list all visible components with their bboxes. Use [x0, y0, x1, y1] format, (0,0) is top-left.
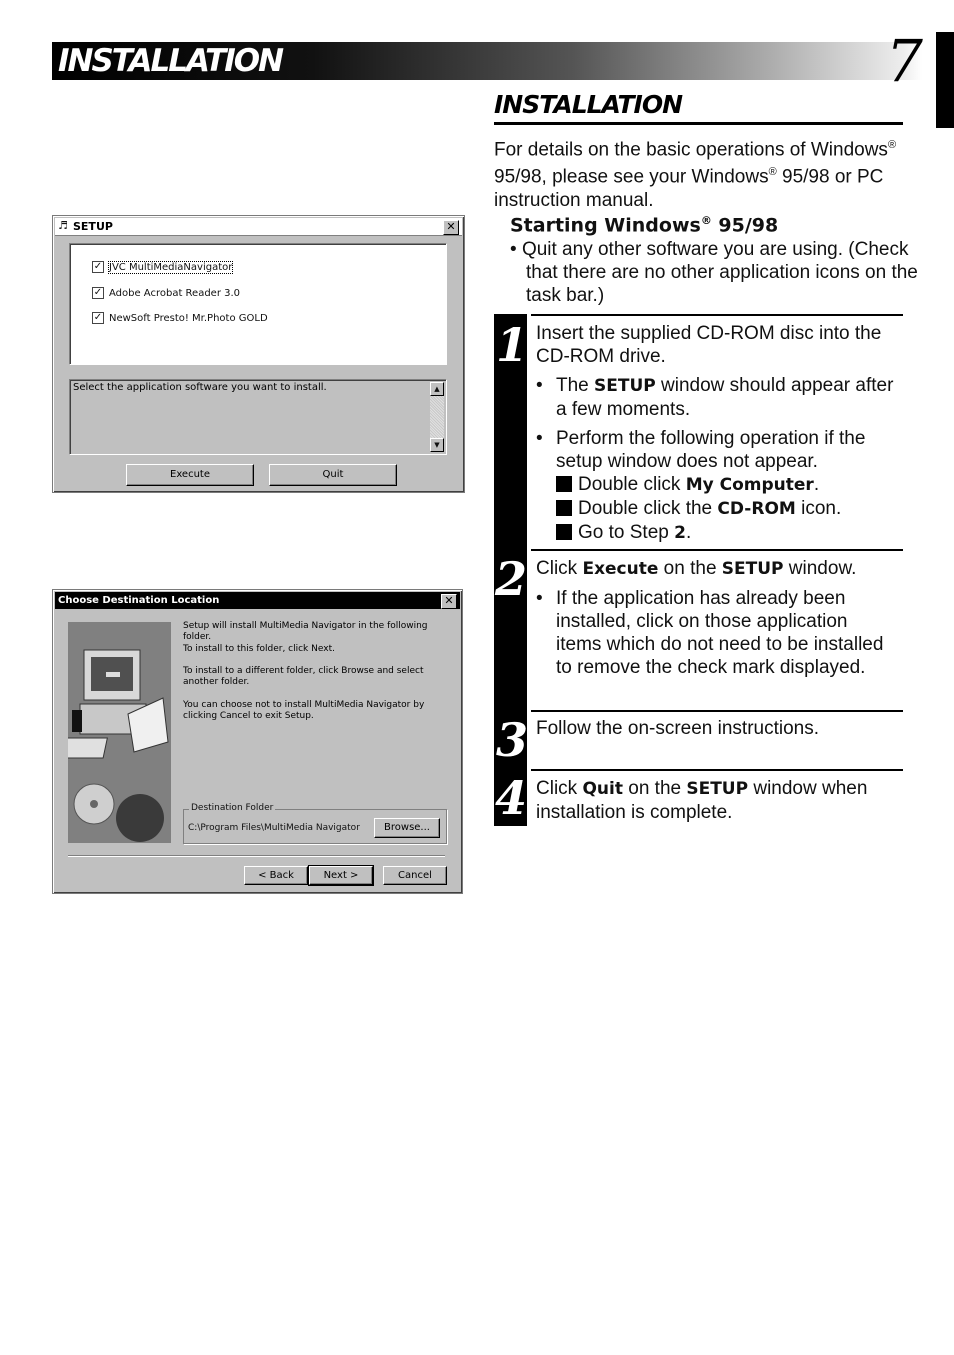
step-text: window when installation is complete.: [536, 778, 868, 823]
registered-mark: ®: [887, 139, 897, 151]
step-number-4-badge: [494, 769, 527, 826]
page-header-title: INSTALLATION: [58, 43, 283, 79]
setup-description-box: [69, 379, 447, 455]
browse-button[interactable]: Browse...: [374, 818, 440, 838]
checkbox-checked-icon[interactable]: ✓: [93, 261, 103, 272]
intro-paragraph: [494, 134, 904, 212]
step-text: on the: [622, 778, 687, 799]
close-icon[interactable]: ✕: [443, 220, 459, 235]
destination-text-4: You can choose not to install MultiMedia Navigator by clicking Cancel to exit Setup.: [183, 700, 425, 721]
step-divider: [531, 314, 903, 316]
section-rule: [494, 122, 903, 125]
starting-windows-bullet: • Quit any other software you are using. (Check that there are no other application icons on the task bar.): [510, 239, 918, 306]
bold-term: SETUP: [594, 376, 656, 396]
sub-text: Double click the: [578, 498, 718, 519]
bold-term: 2: [674, 523, 686, 543]
sub-text: .: [813, 474, 820, 495]
heading-text: Starting Windows: [510, 214, 701, 237]
destination-text-3: To install to a different folder, click Browse and select another folder.: [183, 666, 424, 687]
execute-button[interactable]: Execute: [126, 464, 254, 486]
setup-description-text: Select the application software you want to install.: [73, 382, 327, 393]
destination-titlebar[interactable]: [55, 592, 460, 609]
intro-text: 95/98, please see your Windows: [494, 166, 769, 188]
bullet-text: Quit any other software you are using. (Check that there are no other application icons on the task bar.): [521, 239, 918, 306]
setup-item-label: NewSoft Presto! Mr.Photo GOLD: [109, 313, 268, 324]
registered-mark: ®: [768, 166, 777, 179]
page-number: 7: [886, 27, 923, 95]
registered-mark: ®: [700, 214, 712, 227]
step-number-1-badge: [494, 314, 527, 374]
list-item[interactable]: [92, 261, 232, 275]
square-bullet-icon: [556, 524, 572, 540]
bullet-text: Perform the following operation if the setup window does not appear.: [556, 428, 866, 472]
step-2-text: [536, 557, 898, 581]
square-bullet-icon: [556, 500, 572, 516]
sub-text: icon.: [795, 498, 842, 519]
list-item[interactable]: [92, 287, 240, 301]
step-number: 2: [495, 552, 528, 606]
step-divider: [531, 549, 903, 551]
step-4-text: [536, 777, 898, 824]
step-text: on the: [658, 558, 722, 579]
scroll-up-icon[interactable]: ▲: [430, 382, 444, 396]
starting-windows-heading: [510, 214, 778, 236]
setup-item-label: Adobe Acrobat Reader 3.0: [109, 288, 241, 299]
step-1-bullet-1: [536, 374, 898, 421]
checkbox-checked-icon[interactable]: ✓: [93, 287, 103, 298]
side-tab-marker: [936, 32, 954, 128]
square-bullet-icon: [556, 476, 572, 492]
heading-text: 95/98: [711, 214, 779, 237]
bullet-text: The: [556, 375, 595, 396]
destination-text-1: Setup will install MultiMedia Navigator in the following folder.: [183, 621, 428, 642]
destination-folder-path: C:\Program Files\MultiMedia Navigator: [188, 823, 360, 833]
step-number: 1: [496, 318, 529, 372]
setup-dialog: [52, 215, 465, 493]
step-divider: [531, 769, 903, 771]
next-button[interactable]: Next >: [309, 866, 373, 885]
destination-title: Choose Destination Location: [58, 595, 220, 606]
destination-dialog: [52, 589, 463, 894]
setup-titlebar[interactable]: [55, 218, 462, 236]
sub-text: Double click: [578, 474, 686, 495]
setup-title: SETUP: [73, 220, 113, 233]
list-item[interactable]: [92, 312, 268, 326]
step-number: 3: [496, 713, 529, 767]
step-2-content: [536, 557, 898, 679]
destination-text-2: To install to this folder, click Next.: [183, 644, 335, 654]
step-text: window.: [783, 558, 857, 579]
sub-text: Go to Step: [578, 522, 675, 543]
step-text: Click: [536, 558, 583, 579]
step-4-content: [536, 777, 898, 824]
bullet-text: window should appear after a few moments.: [556, 375, 894, 420]
setup-scrollbar[interactable]: [430, 382, 444, 452]
step-number-2-badge: [494, 549, 527, 609]
step-number: 4: [495, 771, 528, 825]
setup-item-list: [69, 243, 447, 365]
checkbox-checked-icon[interactable]: ✓: [93, 312, 103, 323]
destination-folder-label: Destination Folder: [191, 803, 274, 813]
scroll-down-icon[interactable]: ▼: [430, 438, 444, 452]
step-1-text: Insert the supplied CD-ROM disc into the CD-ROM drive.: [536, 323, 882, 367]
step-number-3-badge: [494, 710, 527, 770]
intro-text: For details on the basic operations of Windows: [494, 139, 888, 161]
bold-term: SETUP: [686, 779, 749, 799]
bold-term: CD-ROM: [717, 499, 796, 519]
divider: [68, 855, 445, 856]
quit-button[interactable]: Quit: [269, 464, 397, 486]
cancel-button[interactable]: Cancel: [383, 866, 447, 885]
step-text: Click: [536, 778, 583, 799]
bold-term: SETUP: [721, 559, 784, 579]
step-2-bullet: • If the application has already been installed, click on those application items which do not need to be installed to remove the check mark displayed.: [536, 587, 898, 679]
step-1-content: [536, 322, 898, 545]
step-3-content: [536, 717, 898, 740]
setup-app-icon: ♬: [58, 219, 68, 232]
setup-item-label: JVC MultiMediaNavigator: [109, 262, 233, 273]
close-icon[interactable]: ✕: [441, 594, 457, 609]
setup-illustration: [68, 622, 171, 843]
bold-term: My Computer: [685, 475, 814, 495]
intro-text: 95/98 or PC instruction manual.: [494, 166, 884, 211]
step-1-bullet-2: [536, 427, 898, 545]
step-divider: [531, 710, 903, 712]
step-3-text: Follow the on-screen instructions.: [536, 718, 820, 739]
section-title: INSTALLATION: [494, 90, 683, 119]
bold-term: Quit: [582, 779, 623, 799]
sub-text: .: [685, 522, 692, 543]
bold-term: Execute: [582, 559, 659, 579]
back-button[interactable]: < Back: [244, 866, 308, 885]
